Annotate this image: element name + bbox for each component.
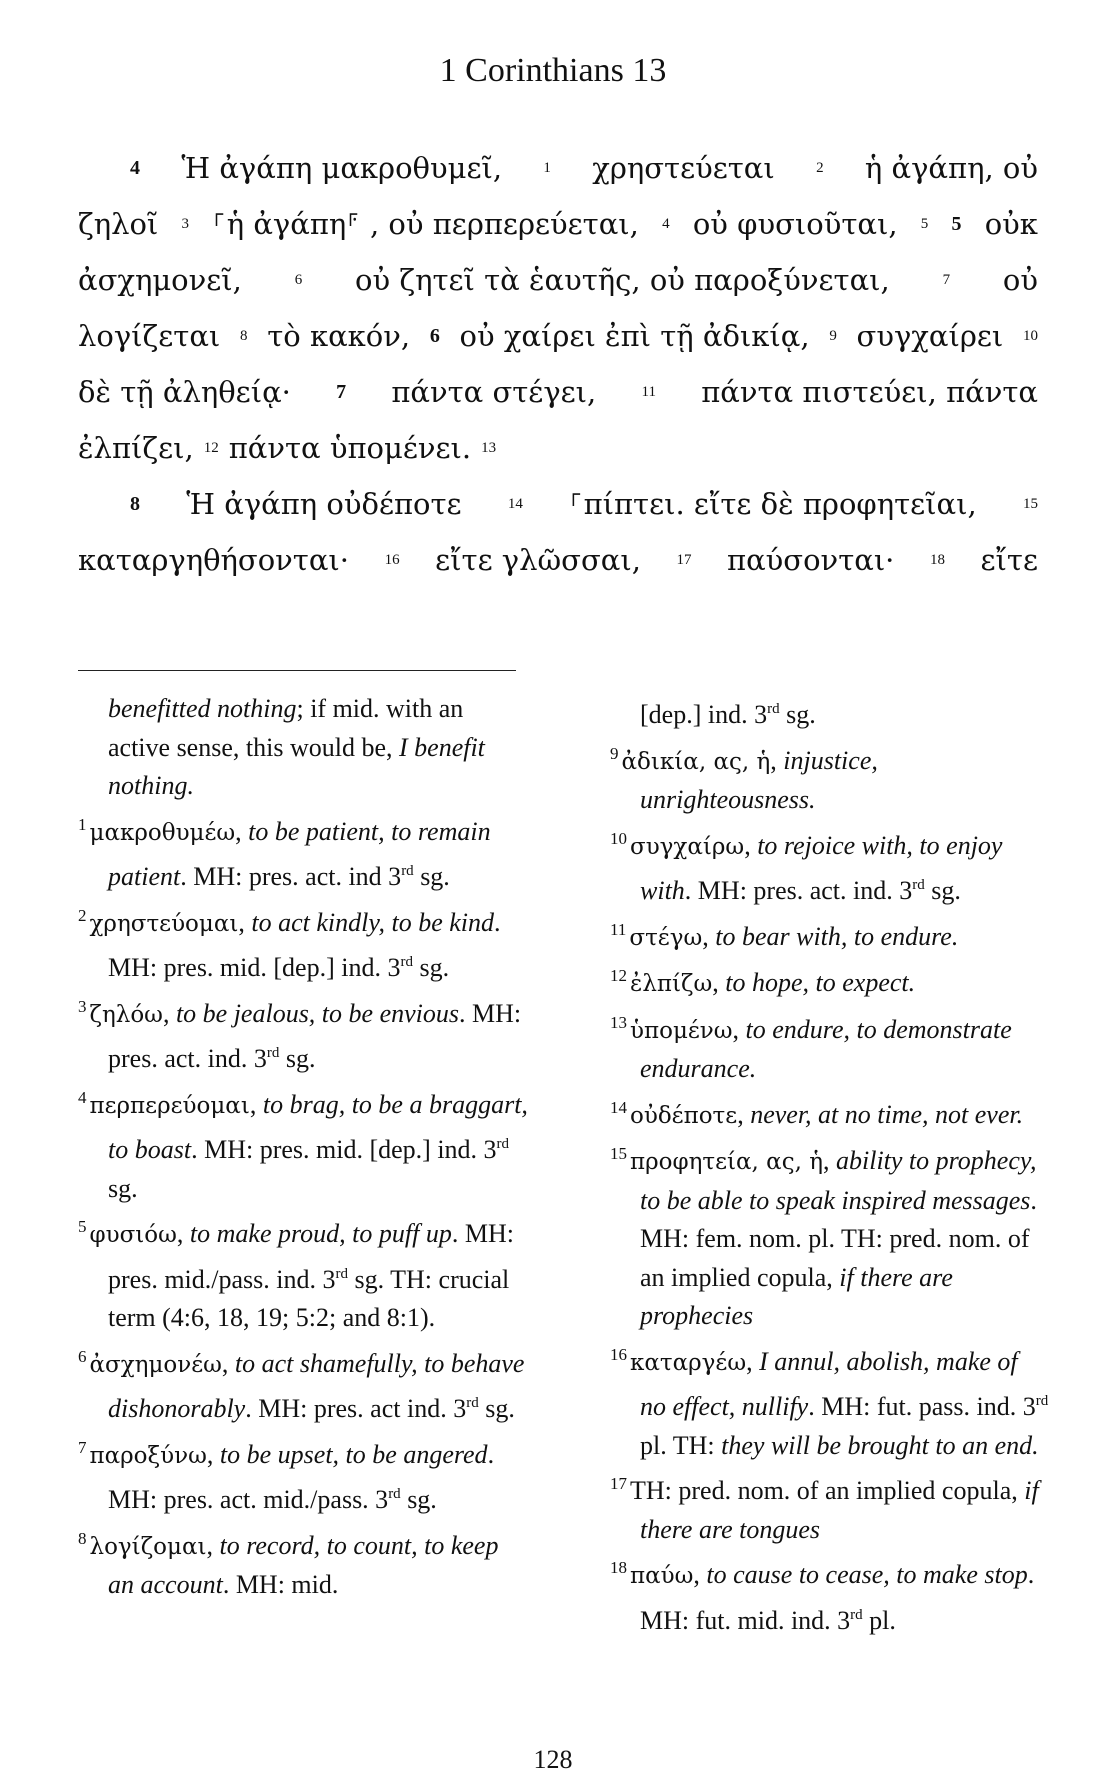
greek-segment: Ἡ ἀγάπη οὐδέποτε	[186, 487, 462, 521]
greek-lemma: λογίζομαι	[89, 1533, 207, 1560]
page-number: 128	[533, 1745, 573, 1774]
footnote-number: 17	[610, 1474, 627, 1493]
greek-lemma: ὑπομένω	[630, 1017, 733, 1044]
greek-lemma: ἐλπίζω	[630, 971, 713, 997]
note-text: ,	[162, 998, 176, 1028]
note-text: rd	[850, 1606, 863, 1623]
greek-lemma: παροξύνω	[89, 1442, 207, 1469]
greek-lemma: χρηστεύομαι	[89, 910, 239, 937]
gloss: if there are prophecies	[640, 1262, 953, 1330]
note-text: . MH: pres. act. ind. 3	[108, 998, 522, 1073]
gloss: I benefit nothing.	[108, 732, 485, 800]
footnote-marker: 14	[507, 496, 523, 512]
footnote-marker: 2	[816, 160, 824, 176]
note-text: pl. TH:	[640, 1430, 722, 1460]
footnote-marker: 9	[829, 328, 837, 344]
footnote-entry	[610, 1336, 1050, 1466]
note-text: rd	[401, 863, 414, 879]
footnote-entry	[78, 1079, 528, 1209]
footnote-marker: 15	[1022, 496, 1038, 512]
footnote-number: 2	[78, 905, 87, 925]
verse-number: 7	[336, 381, 347, 403]
footnote-entry	[610, 735, 1050, 820]
greek-segment: οὐκ	[984, 207, 1038, 241]
footnote-entry	[610, 1549, 1050, 1640]
greek-segment: συγχαίρει	[856, 319, 1004, 353]
gloss: to brag, to be a braggart, to boast	[108, 1089, 528, 1164]
greek-segment: καταργηθήσονται·	[78, 543, 350, 577]
footnote-entry	[78, 1429, 528, 1520]
gloss: injustice, unrighteousness.	[640, 745, 878, 814]
greek-segment: τὸ κακόν,	[267, 319, 411, 353]
footnote-marker: 8	[240, 328, 248, 344]
note-text: ,	[693, 1560, 707, 1589]
footnote-marker: 4	[662, 216, 670, 232]
gloss: to act kindly, to be kind	[251, 907, 495, 937]
note-text: sg.	[279, 1044, 316, 1073]
footnote-entry	[78, 988, 528, 1079]
footnote-marker: 12	[203, 440, 219, 456]
greek-segment: εἴτε γλῶσσαι,	[435, 543, 641, 577]
footnote-number: 11	[610, 919, 627, 939]
note-text: sg.	[924, 876, 961, 905]
footnote-entry	[78, 1520, 528, 1605]
note-text: ,	[712, 968, 726, 997]
greek-segment: λογίζεται	[78, 319, 221, 353]
note-text: rd	[388, 1486, 401, 1502]
footnote-marker: 1	[543, 160, 551, 176]
footnote-number: 12	[610, 966, 627, 985]
footnote-entry	[78, 1208, 528, 1338]
greek-segment: εἴτε	[980, 543, 1038, 577]
footnote-divider	[78, 670, 516, 671]
footnote-number: 1	[78, 814, 87, 834]
note-text: . MH: pres. mid./pass. ind. 3	[108, 1219, 514, 1294]
greek-lemma: στέγω	[629, 924, 703, 951]
note-text: ,	[235, 816, 249, 846]
footnote-marker: 6	[294, 272, 303, 288]
greek-segment: ἐλπίζει,	[78, 431, 194, 465]
footnote-number: 4	[78, 1087, 87, 1107]
greek-lemma: παύω	[630, 1563, 694, 1589]
verse-line	[78, 532, 1038, 588]
verse-line	[78, 364, 1038, 420]
footnotes-right-column	[610, 690, 1050, 1640]
greek-segment: πάντα στέγει,	[391, 375, 597, 409]
footnote-number: 6	[78, 1346, 87, 1366]
note-text: ,	[249, 1089, 263, 1119]
note-text: . MH: fut. pass. ind. 3	[808, 1392, 1036, 1421]
gloss: to make proud, to puff up	[189, 1219, 452, 1248]
footnote-marker: 5	[920, 216, 929, 232]
gloss: never, at no time, not ever.	[750, 1099, 1024, 1129]
note-text: ,	[206, 1530, 220, 1560]
footnote-number: 10	[610, 828, 627, 848]
note-text: [dep.] ind. 3	[640, 700, 768, 729]
verse-line	[130, 476, 1038, 532]
greek-segment: οὐ χαίρει ἐπὶ τῇ ἀδικίᾳ,	[459, 319, 810, 353]
greek-segment: πάντα πιστεύει, πάντα	[701, 375, 1038, 409]
greek-segment: παύσονται·	[727, 543, 895, 577]
verse-line	[78, 420, 1038, 476]
verse-number: 5	[951, 213, 962, 235]
footnote-marker: 11	[641, 384, 656, 400]
note-text: ,	[702, 921, 716, 951]
footnote-number: 15	[610, 1144, 627, 1163]
gloss: to be patient, to remain patient	[108, 816, 491, 891]
note-text: TH: pred. nom. of an implied copula,	[630, 1476, 1025, 1505]
footnote-continuation	[78, 690, 528, 806]
gloss: if there are tongues	[640, 1476, 1039, 1544]
footnote-entry	[78, 897, 528, 988]
verse-number: 8	[130, 493, 140, 515]
note-text: pl.	[862, 1605, 896, 1635]
footnote-marker: 3	[181, 216, 190, 232]
note-text: ,	[221, 1348, 235, 1378]
note-text: rd	[335, 1265, 348, 1282]
footnote-entry	[610, 957, 1050, 1004]
gloss: to record, to count, to keep an account	[108, 1530, 499, 1599]
footnote-entry	[78, 1338, 528, 1429]
greek-lemma: ζηλόω	[89, 1001, 163, 1028]
greek-lemma: περπερεύομαι	[89, 1092, 250, 1119]
greek-segment: χρηστεύεται	[592, 151, 775, 185]
note-text: ,	[746, 1346, 760, 1376]
gloss: to be upset, to be angered	[219, 1439, 488, 1469]
verse-line	[130, 140, 1038, 196]
greek-segment: ἡ ἀγάπη, οὐ	[864, 151, 1038, 185]
note-text: . MH: pres. act. ind. 3	[684, 876, 913, 905]
note-text: rd	[266, 1045, 280, 1061]
gloss: to endure, to demonstrate endurance.	[640, 1014, 1012, 1083]
note-text: rd	[767, 701, 780, 717]
greek-segment: Ἡ ἀγάπη μακροθυμεῖ,	[181, 151, 503, 185]
footnote-marker: 17	[676, 552, 692, 568]
note-text: ,	[732, 1014, 746, 1044]
gloss: to rejoice with, to enjoy with	[640, 830, 1003, 905]
gloss: to hope, to expect.	[725, 968, 916, 997]
gloss: to cause to cease, to make stop	[706, 1560, 1028, 1589]
note-text: sg.	[413, 862, 450, 891]
gloss: benefitted nothing	[108, 694, 297, 723]
note-text: . MH: pres. act. mid./pass. 3	[108, 1439, 495, 1514]
footnote-marker: 18	[929, 552, 945, 568]
verse-line	[78, 196, 1038, 252]
gloss: ability to prophecy, to be able to speak inspired messages	[640, 1146, 1037, 1215]
note-text: rd	[466, 1395, 479, 1411]
greek-segment: ζηλοῖ	[78, 207, 159, 241]
greek-segment: ἀσχημονεῖ,	[78, 263, 242, 297]
footnote-entry	[610, 820, 1050, 911]
greek-lemma: προφητεία, ας, ἡ	[630, 1149, 823, 1175]
note-text: sg.	[400, 1485, 437, 1514]
note-text: . MH: fem. nom. pl. TH: pred. nom. of an implied copula,	[640, 1185, 1037, 1292]
footnote-number: 8	[78, 1528, 87, 1548]
footnote-entry	[610, 911, 1050, 958]
note-text: . MH: pres. mid. [dep.] ind. 3	[191, 1135, 497, 1164]
greek-segment: οὐ ζητεῖ τὰ ἑαυτῆς, οὐ παροξύνεται,	[355, 263, 890, 297]
gloss: to bear with, to endure.	[715, 921, 959, 951]
footnote-number: 5	[78, 1217, 87, 1236]
greek-lemma: οὐδέποτε	[630, 1102, 738, 1129]
footnote-number: 3	[78, 996, 87, 1016]
verse-line	[78, 308, 1038, 364]
note-text: ,	[770, 745, 784, 775]
footnote-number: 9	[610, 743, 619, 763]
footnote-entry	[78, 806, 528, 897]
footnote-entry	[610, 1135, 1050, 1336]
note-text: . MH: pres. mid. [dep.] ind. 3	[108, 907, 501, 982]
note-text: sg.	[478, 1394, 515, 1423]
footnote-number: 16	[610, 1344, 627, 1364]
footnote-continuation	[610, 690, 1050, 735]
note-text: ,	[744, 830, 758, 860]
verse-number: 4	[130, 157, 140, 179]
page-title: 1 Corinthians 13	[439, 52, 667, 89]
greek-segment: ⸀ἡ ἀγάπη⸁ , οὐ περπερεύεται,	[212, 207, 639, 241]
footnote-marker: 16	[384, 552, 400, 568]
footnote-marker: 10	[1022, 328, 1038, 344]
note-text: sg.	[779, 700, 816, 729]
note-text: ; if mid. with an active sense, this would be,	[108, 694, 464, 762]
note-text: . MH: mid.	[222, 1570, 339, 1599]
footnote-entry	[610, 1004, 1050, 1089]
verse-number: 6	[429, 325, 440, 347]
note-text: ,	[823, 1146, 836, 1175]
footnote-marker: 7	[942, 272, 951, 288]
greek-lemma: συγχαίρω	[630, 833, 745, 860]
note-text: ,	[176, 1219, 190, 1248]
note-text: sg.	[412, 953, 450, 982]
greek-segment: ⸀πίπτει. εἴτε δὲ προφητεῖαι,	[569, 487, 977, 521]
note-text: . MH: fut. mid. ind. 3	[640, 1560, 1035, 1635]
note-text: ,	[238, 907, 252, 937]
footnote-number: 14	[610, 1097, 627, 1117]
greek-lemma: ἀδικία, ας, ἡ	[621, 748, 771, 775]
note-text: ,	[206, 1439, 220, 1469]
footnote-number: 13	[610, 1012, 627, 1032]
greek-segment: δὲ τῇ ἀληθείᾳ·	[78, 375, 291, 409]
greek-lemma: μακροθυμέω	[89, 819, 236, 846]
footnote-number: 7	[78, 1437, 87, 1457]
gloss: to be jealous, to be envious	[175, 998, 459, 1028]
note-text: rd	[1035, 1393, 1049, 1409]
verse-line	[78, 252, 1038, 308]
note-text: sg. TH: crucial term (4:6, 18, 19; 5:2; and 8:1).	[108, 1264, 510, 1332]
footnotes-left-column	[78, 690, 528, 1605]
footnote-number: 18	[610, 1558, 627, 1577]
note-text: rd	[912, 877, 925, 893]
note-text: sg.	[108, 1173, 138, 1203]
greek-lemma: φυσιόω	[89, 1222, 177, 1248]
note-text: rd	[400, 954, 413, 970]
gloss: to act shamefully, to behave dishonorably	[108, 1348, 525, 1423]
note-text: . MH: pres. act. ind 3	[180, 862, 402, 891]
greek-segment: οὐ	[1002, 263, 1038, 297]
greek-lemma: καταργέω	[630, 1349, 747, 1376]
gloss: I annul, abolish, make of no effect, nullify	[640, 1346, 1018, 1421]
greek-segment: οὐ φυσιοῦται,	[692, 207, 898, 241]
gloss: they will be brought to an end.	[721, 1430, 1039, 1460]
note-text: ,	[737, 1099, 751, 1129]
footnote-marker: 13	[481, 440, 497, 456]
footnote-entry	[610, 1465, 1050, 1549]
footnote-entry	[610, 1089, 1050, 1136]
note-text: rd	[496, 1136, 510, 1152]
greek-segment: πάντα ὑπομένει.	[228, 431, 472, 465]
note-text: . MH: pres. act ind. 3	[245, 1394, 467, 1423]
greek-lemma: ἀσχημονέω	[89, 1351, 222, 1378]
